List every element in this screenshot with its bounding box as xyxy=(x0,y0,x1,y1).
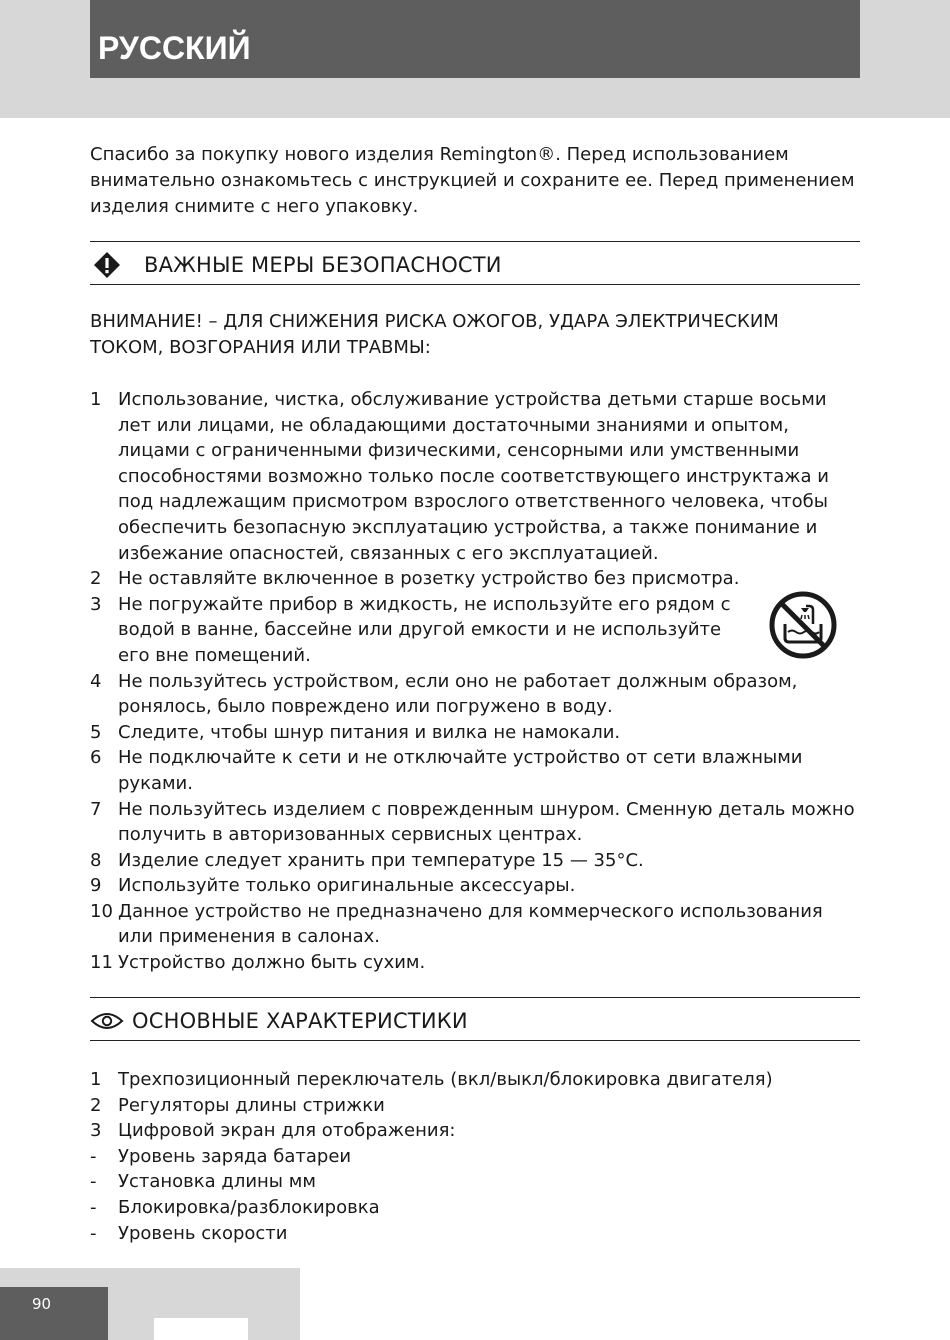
item-number: 3 xyxy=(90,593,102,615)
list-item xyxy=(90,566,860,592)
item-number: 7 xyxy=(90,798,102,820)
safety-heading xyxy=(90,244,860,286)
eye-icon xyxy=(90,1004,124,1038)
page-number: 90 xyxy=(0,1287,108,1340)
item-text: Следите, чтобы шнур питания и вилка не намокали. xyxy=(118,721,621,743)
list-item xyxy=(90,899,860,950)
item-number: 4 xyxy=(90,670,102,692)
item-number: - xyxy=(90,1222,97,1244)
section-rule-top xyxy=(90,241,860,242)
features-heading xyxy=(90,1000,860,1042)
safety-title: ВАЖНЫЕ МЕРЫ БЕЗОПАСНОСТИ xyxy=(144,253,502,277)
safety-warning: ВНИМАНИЕ! – ДЛЯ СНИЖЕНИЯ РИСКА ОЖОГОВ, УДАРА ЭЛЕКТРИЧЕСКИМ ТОКОМ, ВОЗГОРАНИЯ ИЛИ ТРАВМЫ: xyxy=(90,311,779,358)
item-number: 5 xyxy=(90,721,102,743)
list-item xyxy=(90,592,860,669)
list-item xyxy=(90,1118,860,1144)
item-text: Устройство должно быть сухим. xyxy=(118,952,426,974)
item-text: Данное устройство не предназначено для коммерческого использования или применения в салонах. xyxy=(118,900,823,948)
safety-list xyxy=(90,387,860,976)
item-text: Изделие следует хранить при температуре 15 — 35°C. xyxy=(118,849,644,871)
list-item xyxy=(90,1067,860,1093)
item-number: 10 xyxy=(90,900,113,922)
list-item xyxy=(90,387,860,566)
item-text: Цифровой экран для отображения: xyxy=(118,1120,456,1142)
item-text: Уровень скорости xyxy=(118,1222,288,1244)
item-number: 11 xyxy=(90,952,113,974)
item-number: 2 xyxy=(90,568,102,590)
item-number: 3 xyxy=(90,1120,102,1142)
item-text: Не оставляйте включенное в розетку устройство без присмотра. xyxy=(118,568,740,590)
section-rule-bottom xyxy=(90,284,860,285)
warning-diamond-icon xyxy=(90,248,124,282)
list-item xyxy=(90,1221,860,1247)
item-text: Трехпозиционный переключатель (вкл/выкл/блокировка двигателя) xyxy=(118,1069,773,1090)
list-item xyxy=(90,720,860,746)
list-item xyxy=(90,745,860,796)
no-water-bath-icon xyxy=(768,590,838,660)
list-item xyxy=(90,873,860,899)
item-text: Не пользуйтесь устройством, если оно не работает должным образом, ронялось, было повреждено или погружено в воду. xyxy=(118,670,798,718)
item-number: 1 xyxy=(90,1069,102,1090)
item-text: Используйте только оригинальные аксессуары. xyxy=(118,875,576,897)
item-text: Установка длины мм xyxy=(118,1171,316,1193)
item-text: Уровень заряда батареи xyxy=(118,1145,352,1167)
item-number: - xyxy=(90,1145,97,1167)
features-title: ОСНОВНЫЕ ХАРАКТЕРИСТИКИ xyxy=(132,1009,468,1033)
footer-decoration xyxy=(154,1318,248,1340)
item-text: Не пользуйтесь изделием с поврежденным шнуром. Сменную деталь можно получить в авторизованных сервисных центрах. xyxy=(118,798,855,846)
list-item xyxy=(90,1093,860,1119)
item-text: Блокировка/разблокировка xyxy=(118,1196,380,1218)
item-number: 2 xyxy=(90,1094,102,1116)
section-rule-bottom xyxy=(90,1040,860,1041)
list-item xyxy=(90,669,860,720)
list-item xyxy=(90,797,860,848)
item-text: Не погружайте прибор в жидкость, не используйте его рядом с водой в ванне, бассейне или другой емкости и не используйте его вне помещений. xyxy=(118,593,731,666)
item-number: 9 xyxy=(90,875,102,897)
item-number: 8 xyxy=(90,849,102,871)
item-number: - xyxy=(90,1196,97,1218)
language-title: РУССКИЙ xyxy=(90,0,860,78)
features-list xyxy=(90,1067,860,1246)
item-number: - xyxy=(90,1171,97,1193)
list-item xyxy=(90,950,860,976)
section-rule-top xyxy=(90,997,860,998)
list-item xyxy=(90,848,860,874)
item-text: Регуляторы длины стрижки xyxy=(118,1094,385,1116)
list-item xyxy=(90,1195,860,1221)
list-item xyxy=(90,1169,860,1195)
intro-paragraph: Спасибо за покупку нового изделия Remington®. Перед использованием внимательно ознакомьтесь с инструкцией и сохраните ее. Перед применением изделия снимите с него упаковку. xyxy=(90,144,855,217)
list-item xyxy=(90,1144,860,1170)
item-text: Не подключайте к сети и не отключайте устройство от сети влажными руками. xyxy=(118,747,803,794)
item-number: 6 xyxy=(90,747,102,769)
item-text: Использование, чистка, обслуживание устройства детьми старше восьми лет или лицами, не обладающими достаточными знаниями и опытом, лицами с ограниченными физическими, сенсорными или умственными способностями возможно только после соответствующего инструктажа и под надлежащим присмотром взрослого ответственного человека, чтобы обеспечить безопасную эксплуатацию устройства, а также понимание и избежание опасностей, связанных с его эксплуатацией. xyxy=(118,389,829,564)
item-number: 1 xyxy=(90,389,102,410)
